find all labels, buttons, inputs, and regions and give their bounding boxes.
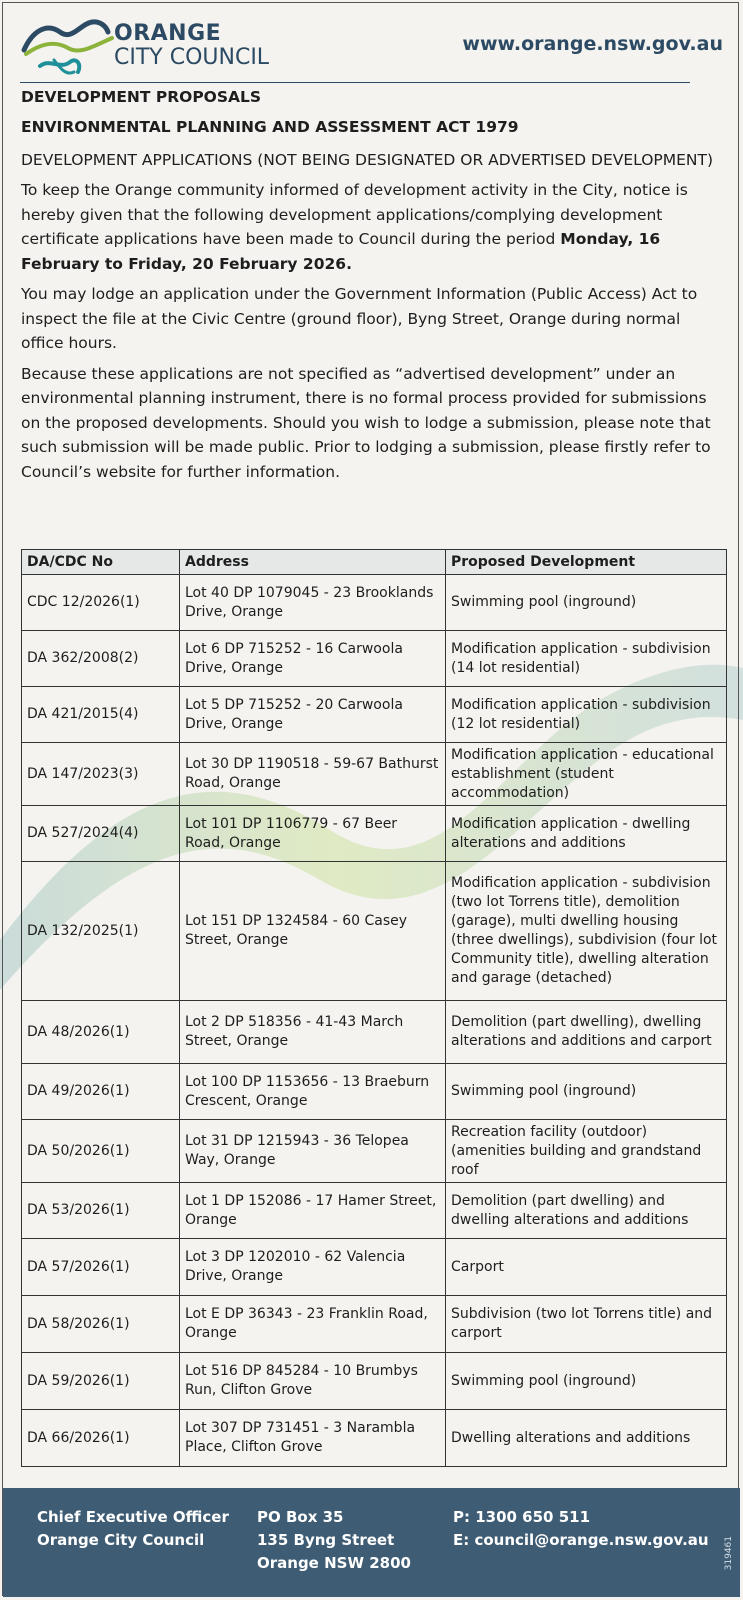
cell-da-no: CDC 12/2026(1) — [22, 575, 180, 631]
footer-contact-bar — [3, 1488, 740, 1597]
column-header-da-no: DA/CDC No — [22, 550, 180, 575]
cell-address: Lot 516 DP 845284 - 10 Brumbys Run, Clifton Grove — [180, 1353, 446, 1410]
cell-da-no: DA 57/2026(1) — [22, 1239, 180, 1296]
cell-da-no: DA 147/2023(3) — [22, 743, 180, 806]
table-row — [22, 1183, 727, 1239]
cell-proposed-development: Modification application - subdivision (14 lot residential) — [446, 631, 727, 687]
table-row — [22, 1410, 727, 1467]
table-row — [22, 575, 727, 631]
cell-proposed-development: Modification application - dwelling alterations and additions — [446, 806, 727, 862]
paragraph-notice-period: Monday, 16 February to Friday, 20 February 2026. — [21, 230, 661, 273]
cell-da-no: DA 50/2026(1) — [22, 1120, 180, 1183]
cell-proposed-development: Recreation facility (outdoor) (amenities building and grandstand roof — [446, 1120, 727, 1183]
paragraph-submissions: Because these applications are not specified as “advertised development” under an environmental planning instrument, there is no formal process provided for submissions on the proposed developments. Should you wish to lodge a submission, please note that such submission will be made public. Prior to lodging a submission, please firstly refer to Council’s website for further information. — [21, 364, 711, 481]
cell-proposed-development: Modification application - subdivision (12 lot residential) — [446, 687, 727, 743]
cell-address: Lot 100 DP 1153656 - 13 Braeburn Crescent, Orange — [180, 1064, 446, 1120]
table-row — [22, 1064, 727, 1120]
cell-da-no: DA 362/2008(2) — [22, 631, 180, 687]
cell-address: Lot 1 DP 152086 - 17 Hamer Street, Orange — [180, 1183, 446, 1239]
cell-proposed-development: Subdivision (two lot Torrens title) and carport — [446, 1296, 727, 1353]
cell-da-no: DA 421/2015(4) — [22, 687, 180, 743]
logo-line-orange: ORANGE — [114, 21, 222, 46]
cell-address: Lot 6 DP 715252 - 16 Carwoola Drive, Orange — [180, 631, 446, 687]
table-row — [22, 1001, 727, 1064]
footer-phone[interactable]: P: 1300 650 511 — [453, 1508, 591, 1526]
table-row — [22, 1353, 727, 1410]
cell-address: Lot 151 DP 1324584 - 60 Casey Street, Orange — [180, 862, 446, 1001]
footer-reference-number: 319461 — [724, 1536, 734, 1571]
cell-address: Lot E DP 36343 - 23 Franklin Road, Orange — [180, 1296, 446, 1353]
paragraph-gipa: You may lodge an application under the Government Information (Public Access) Act to inspect the file at the Civic Centre (ground floor), Byng Street, Orange during normal office hours. — [21, 285, 698, 352]
heading-applications: DEVELOPMENT APPLICATIONS (NOT BEING DESIGNATED OR ADVERTISED DEVELOPMENT) — [21, 151, 714, 169]
cell-proposed-development: Swimming pool (inground) — [446, 575, 727, 631]
cell-address: Lot 5 DP 715252 - 20 Carwoola Drive, Orange — [180, 687, 446, 743]
website-link[interactable]: www.orange.nsw.gov.au — [462, 33, 723, 55]
column-header-proposed-development: Proposed Development — [446, 550, 727, 575]
table-row — [22, 1296, 727, 1353]
cell-da-no: DA 58/2026(1) — [22, 1296, 180, 1353]
footer-col-officer — [37, 1506, 229, 1552]
footer-suburb: Orange NSW 2800 — [257, 1554, 411, 1572]
table-row — [22, 1239, 727, 1296]
cell-address: Lot 3 DP 1202010 - 62 Valencia Drive, Orange — [180, 1239, 446, 1296]
cell-proposed-development: Dwelling alterations and additions — [446, 1410, 727, 1467]
cell-proposed-development: Carport — [446, 1239, 727, 1296]
table-row — [22, 631, 727, 687]
column-header-address: Address — [180, 550, 446, 575]
table-row — [22, 1120, 727, 1183]
table-row — [22, 743, 727, 806]
cell-proposed-development: Modification application - subdivision (two lot Torrens title), demolition (garage), multi dwelling housing (three dwellings), subdivision (four lot Community title), dwelling alteration and garage (detached) — [446, 862, 727, 1001]
cell-proposed-development: Modification application - educational establishment (student accommodation) — [446, 743, 727, 806]
footer-officer-org: Orange City Council — [37, 1531, 205, 1549]
cell-address: Lot 2 DP 518356 - 41-43 March Street, Orange — [180, 1001, 446, 1064]
cell-proposed-development: Swimming pool (inground) — [446, 1353, 727, 1410]
cell-da-no: DA 66/2026(1) — [22, 1410, 180, 1467]
header-divider — [20, 82, 690, 83]
footer-officer-title: Chief Executive Officer — [37, 1508, 229, 1526]
heading-development-proposals: DEVELOPMENT PROPOSALS — [21, 88, 262, 106]
cell-da-no: DA 48/2026(1) — [22, 1001, 180, 1064]
cell-da-no: DA 132/2025(1) — [22, 862, 180, 1001]
footer-col-address — [257, 1506, 411, 1575]
table-header-row — [22, 550, 727, 575]
cell-address: Lot 30 DP 1190518 - 59-67 Bathurst Road, Orange — [180, 743, 446, 806]
cell-proposed-development: Demolition (part dwelling) and dwelling alterations and additions — [446, 1183, 727, 1239]
applications-table — [21, 549, 725, 1467]
table-row — [22, 687, 727, 743]
orange-city-council-logo-icon — [20, 10, 120, 78]
cell-da-no: DA 49/2026(1) — [22, 1064, 180, 1120]
footer-email[interactable]: E: council@orange.nsw.gov.au — [453, 1531, 709, 1549]
cell-address: Lot 31 DP 1215943 - 36 Telopea Way, Orange — [180, 1120, 446, 1183]
footer-po-box: PO Box 35 — [257, 1508, 344, 1526]
cell-da-no: DA 59/2026(1) — [22, 1353, 180, 1410]
cell-da-no: DA 53/2026(1) — [22, 1183, 180, 1239]
paragraph-notice — [21, 178, 727, 276]
cell-da-no: DA 527/2024(4) — [22, 806, 180, 862]
cell-proposed-development: Demolition (part dwelling), dwelling alterations and additions and carport — [446, 1001, 727, 1064]
cell-address: Lot 101 DP 1106779 - 67 Beer Road, Orange — [180, 806, 446, 862]
footer-street: 135 Byng Street — [257, 1531, 395, 1549]
logo-line-city-council: CITY COUNCIL — [114, 45, 270, 70]
paragraph-notice-text: To keep the Orange community informed of development activity in the City, notice is hereby given that the following development applications/complying development certificate applications have been made to Council during the period — [21, 181, 688, 248]
heading-act: ENVIRONMENTAL PLANNING AND ASSESSMENT ACT 1979 — [21, 118, 519, 136]
footer-col-contact — [453, 1506, 709, 1552]
cell-address: Lot 307 DP 731451 - 3 Narambla Place, Clifton Grove — [180, 1410, 446, 1467]
header — [20, 10, 723, 82]
table-row — [22, 862, 727, 1001]
cell-proposed-development: Swimming pool (inground) — [446, 1064, 727, 1120]
notice-body — [21, 88, 727, 490]
table-row — [22, 806, 727, 862]
logo-wordmark — [114, 23, 269, 69]
cell-address: Lot 40 DP 1079045 - 23 Brooklands Drive, Orange — [180, 575, 446, 631]
